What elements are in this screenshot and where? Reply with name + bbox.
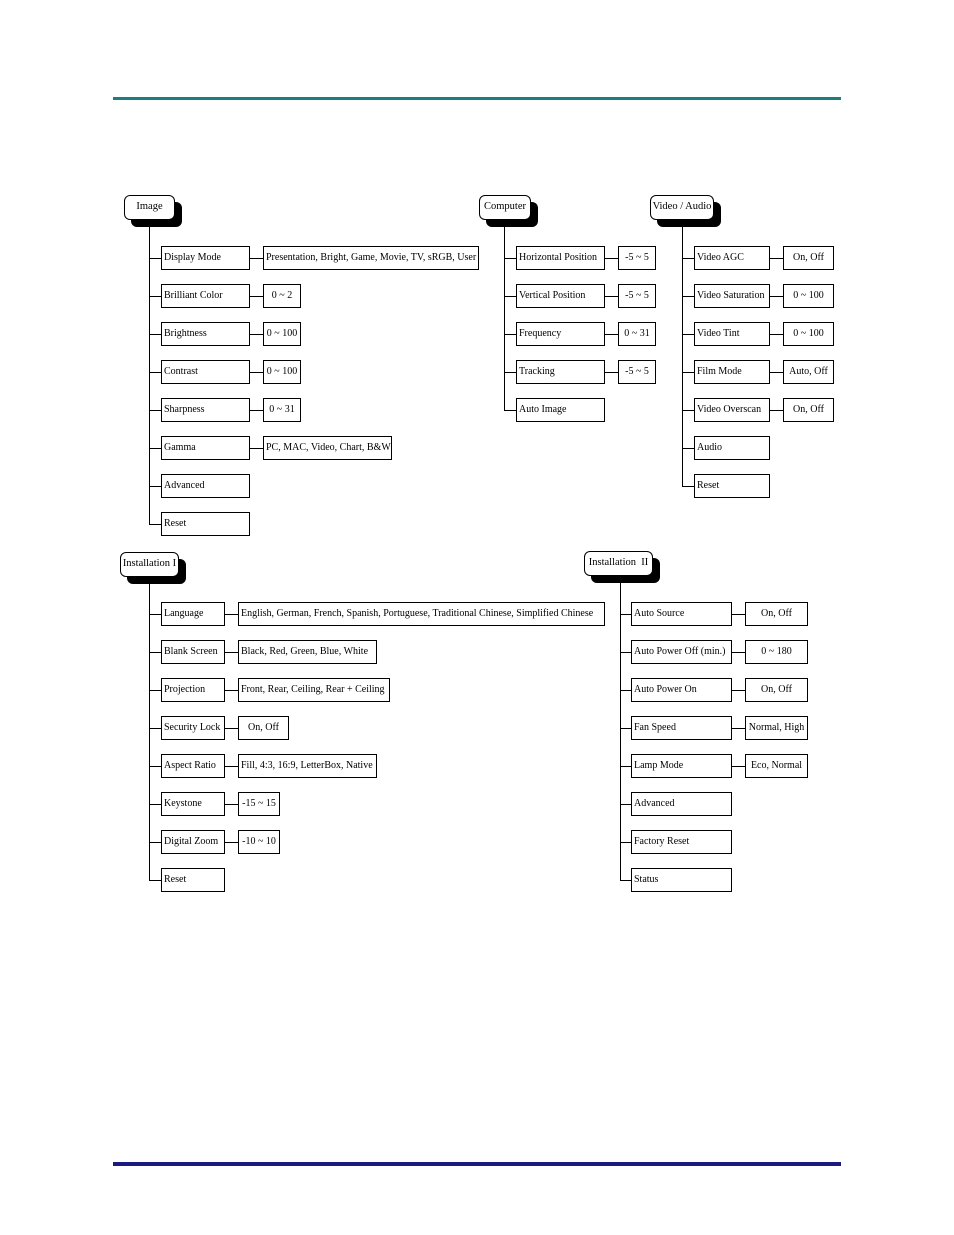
menu-item-factory-reset: Factory Reset xyxy=(631,830,732,854)
value-video-saturation: 0 ~ 100 xyxy=(783,284,834,308)
menu-item-film-mode: Film Mode xyxy=(694,360,770,384)
menu-item-lamp-mode: Lamp Mode xyxy=(631,754,732,778)
value-horizontal-position: -5 ~ 5 xyxy=(618,246,656,270)
menu-item-projection: Projection xyxy=(161,678,225,702)
menu-item-advanced: Advanced xyxy=(161,474,250,498)
menu-item-audio: Audio xyxy=(694,436,770,460)
value-brightness: 0 ~ 100 xyxy=(263,322,301,346)
value-lamp-mode: Eco, Normal xyxy=(745,754,808,778)
menu-item-brilliant-color: Brilliant Color xyxy=(161,284,250,308)
menu-item-security-lock: Security Lock xyxy=(161,716,225,740)
value-video-tint: 0 ~ 100 xyxy=(783,322,834,346)
value-frequency: 0 ~ 31 xyxy=(618,322,656,346)
value-contrast: 0 ~ 100 xyxy=(263,360,301,384)
menu-title: Video / Audio xyxy=(652,201,712,213)
menu-item-auto-image: Auto Image xyxy=(516,398,605,422)
menu-item-display-mode: Display Mode xyxy=(161,246,250,270)
menu-title: Installation I xyxy=(122,558,177,570)
menu-item-reset: Reset xyxy=(694,474,770,498)
menu-item-auto-source: Auto Source xyxy=(631,602,732,626)
menu-item-reset: Reset xyxy=(161,512,250,536)
menu-header-image xyxy=(124,195,175,220)
value-auto-power-on: On, Off xyxy=(745,678,808,702)
value-vertical-position: -5 ~ 5 xyxy=(618,284,656,308)
bottom-rule xyxy=(113,1162,841,1166)
menu-item-fan-speed: Fan Speed xyxy=(631,716,732,740)
menu-item-video-agc: Video AGC xyxy=(694,246,770,270)
value-video-agc: On, Off xyxy=(783,246,834,270)
menu-item-status: Status xyxy=(631,868,732,892)
value-keystone: -15 ~ 15 xyxy=(238,792,280,816)
menu-item-language: Language xyxy=(161,602,225,626)
menu-header-computer xyxy=(479,195,531,220)
value-digital-zoom: -10 ~ 10 xyxy=(238,830,280,854)
menu-item-auto-power-off: Auto Power Off (min.) xyxy=(631,640,732,664)
menu-item-video-tint: Video Tint xyxy=(694,322,770,346)
value-display-mode: Presentation, Bright, Game, Movie, TV, sRGB, User xyxy=(263,246,479,270)
value-language: English, German, French, Spanish, Portuguese, Traditional Chinese, Simplified Chinese xyxy=(238,602,605,626)
value-film-mode: Auto, Off xyxy=(783,360,834,384)
value-tracking: -5 ~ 5 xyxy=(618,360,656,384)
menu-title: Computer xyxy=(484,201,526,213)
menu-item-video-saturation: Video Saturation xyxy=(694,284,770,308)
menu-item-horizontal-position: Horizontal Position xyxy=(516,246,605,270)
menu-item-frequency: Frequency xyxy=(516,322,605,346)
menu-item-tracking: Tracking xyxy=(516,360,605,384)
menu-item-vertical-position: Vertical Position xyxy=(516,284,605,308)
menu-item-digital-zoom: Digital Zoom xyxy=(161,830,225,854)
menu-header-installation-1 xyxy=(120,552,179,577)
value-gamma: PC, MAC, Video, Chart, B&W xyxy=(263,436,392,460)
menu-item-brightness: Brightness xyxy=(161,322,250,346)
menu-item-blank-screen: Blank Screen xyxy=(161,640,225,664)
menu-item-sharpness: Sharpness xyxy=(161,398,250,422)
value-aspect-ratio: Fill, 4:3, 16:9, LetterBox, Native xyxy=(238,754,377,778)
menu-header-installation-2 xyxy=(584,551,653,576)
menu-item-gamma: Gamma xyxy=(161,436,250,460)
value-auto-source: On, Off xyxy=(745,602,808,626)
menu-item-reset: Reset xyxy=(161,868,225,892)
menu-title: Installation II xyxy=(588,557,649,569)
value-brilliant-color: 0 ~ 2 xyxy=(263,284,301,308)
value-auto-power-off: 0 ~ 180 xyxy=(745,640,808,664)
value-fan-speed: Normal, High xyxy=(745,716,808,740)
menu-item-video-overscan: Video Overscan xyxy=(694,398,770,422)
menu-item-advanced: Advanced xyxy=(631,792,732,816)
menu-item-contrast: Contrast xyxy=(161,360,250,384)
value-security-lock: On, Off xyxy=(238,716,289,740)
value-video-overscan: On, Off xyxy=(783,398,834,422)
menu-item-keystone: Keystone xyxy=(161,792,225,816)
menu-title: Image xyxy=(136,201,163,213)
value-sharpness: 0 ~ 31 xyxy=(263,398,301,422)
menu-item-auto-power-on: Auto Power On xyxy=(631,678,732,702)
value-blank-screen: Black, Red, Green, Blue, White xyxy=(238,640,377,664)
menu-item-aspect-ratio: Aspect Ratio xyxy=(161,754,225,778)
menu-header-video-audio xyxy=(650,195,714,220)
value-projection: Front, Rear, Ceiling, Rear + Ceiling xyxy=(238,678,390,702)
